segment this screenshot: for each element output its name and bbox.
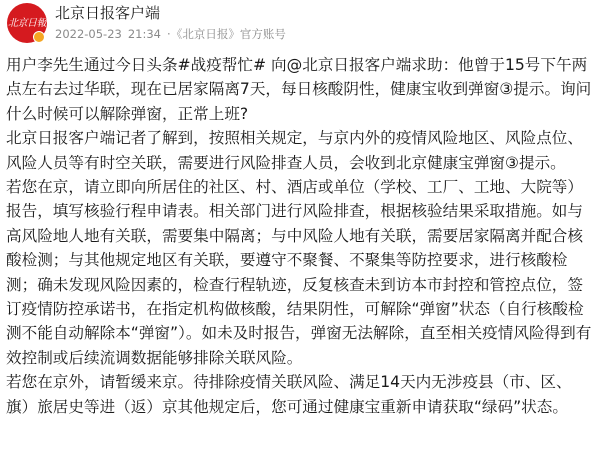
account-name[interactable]: 北京日报客户端 <box>55 4 161 22</box>
paragraph-question <box>6 53 594 126</box>
paragraph-in-beijing: 若您在京，请立即向所居住的社区、村、酒店或单位（学校、工厂、工地、大院等）报告，填写核验行程申请表。相关部门进行风险排查，根据核验结果采取措施。如与高风险地人地有关联，需要集中隔离；与中风险人地有关联，需要居家隔离并配合核酸检测；与其他规定地区有关联，要遵守不聚餐、不聚集等防控要求，进行核酸检测；确未发现风险因素的，检查行程轨迹，反复核查未到访本市封控和管控点位，签订疫情防控承诺书，在指定机构做核酸，结果阴性，可解除“弹窗”状态（自行核酸检测不能自动解除本“弹窗”）。如未及时报告，弹窗无法解除，直至相关疫情风险得到有效控制或后续流调数据能够排除关联风险。 <box>6 178 592 367</box>
hashtag-link[interactable]: #战疫帮忙# <box>177 56 267 74</box>
beijing-daily-logo: 北京日報 <box>8 18 46 29</box>
account-source: 《北京日报》官方账号 <box>176 27 286 41</box>
paragraph-mid: 向 <box>266 56 287 74</box>
post-meta <box>55 27 286 41</box>
mention-link[interactable]: @北京日报客户端 <box>286 56 412 74</box>
post-header <box>0 0 600 46</box>
paragraph-regulation: 北京日报客户端记者了解到，按照相关规定，与京内外的疫情风险地区、风险点位、风险人员等有时空关联，需要进行风险排查人员，会收到北京健康宝弹窗③提示。 <box>6 129 583 172</box>
verified-badge-icon <box>33 31 45 43</box>
post-body <box>6 53 594 419</box>
paragraph-outside-beijing: 若您在京外，请暂缓来京。待排除疫情关联风险、满足14天内无涉疫县（市、区、旗）旅居史等进（返）京其他规定后，您可通过健康宝重新申请获取“绿码”状态。 <box>6 373 572 416</box>
paragraph-lead: 用户李先生通过今日头条 <box>6 56 178 74</box>
meta-separator: · <box>167 27 171 41</box>
paragraph-rest: 求助：他曾于15号下午两点左右去过华联，现在已居家隔离7天，每日核酸阴性，健康宝收到弹窗③提示。询问什么时候可以解除弹窗，正常上班? <box>6 56 592 123</box>
post-time: 21:34 <box>127 27 161 41</box>
post-date: 2022-05-23 <box>55 27 122 41</box>
